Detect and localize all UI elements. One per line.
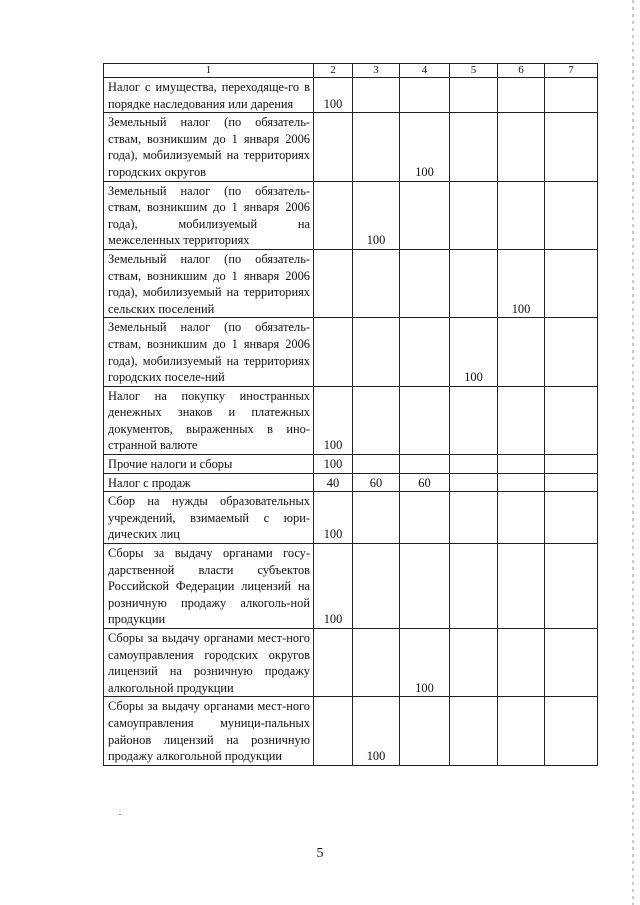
- value-cell: [353, 455, 400, 474]
- value-cell: [450, 78, 498, 113]
- value-cell: [498, 318, 545, 386]
- value-cell: [400, 697, 450, 765]
- row-name-cell: Налог с имущества, переходяще-го в порядке наследования или дарения: [104, 78, 314, 113]
- table-row: [104, 455, 598, 474]
- value-cell: [353, 78, 400, 113]
- column-header: 3: [353, 64, 400, 78]
- value-cell: [353, 113, 400, 181]
- value-cell: [314, 697, 353, 765]
- value-cell: [314, 629, 353, 697]
- row-name-cell: Сборы за выдачу органами госу-дарственной власти субъектов Российской Федерации лицензий на розничную продажу алкоголь-ной продукции: [104, 544, 314, 629]
- row-name-cell: Сборы за выдачу органами мест-ного самоуправления городских округов лицензий на розничную продажу алкогольной продукции: [104, 629, 314, 697]
- value-cell: 60: [353, 473, 400, 492]
- value-cell: [498, 386, 545, 454]
- value-cell: [498, 492, 545, 544]
- value-cell: [450, 181, 498, 249]
- value-cell: 100: [314, 455, 353, 474]
- value-cell: [400, 492, 450, 544]
- value-cell: [400, 386, 450, 454]
- value-cell: [498, 629, 545, 697]
- value-cell: [545, 181, 598, 249]
- table-row: [104, 492, 598, 544]
- value-cell: [353, 629, 400, 697]
- column-header: 4: [400, 64, 450, 78]
- row-name-cell: Земельный налог (по обязатель-ствам, возникшим до 1 января 2006 года), мобилизуемый на территориях городских поселе-ний: [104, 318, 314, 386]
- value-cell: [498, 181, 545, 249]
- value-cell: [353, 544, 400, 629]
- table-row: [104, 249, 598, 317]
- value-cell: 100: [353, 697, 400, 765]
- value-cell: [545, 386, 598, 454]
- value-cell: [498, 544, 545, 629]
- value-cell: [498, 473, 545, 492]
- row-name-cell: Сборы за выдачу органами мест-ного самоуправления муници-пальных районов лицензий на розничную продажу алкогольной продукции: [104, 697, 314, 765]
- column-header: 5: [450, 64, 498, 78]
- value-cell: 100: [400, 629, 450, 697]
- row-name-cell: Налог на покупку иностранных денежных знаков и платежных документов, выраженных в ино-странной валюте: [104, 386, 314, 454]
- value-cell: [545, 249, 598, 317]
- row-name-cell: Сбор на нужды образовательных учреждений, взимаемый с юри-дических лиц: [104, 492, 314, 544]
- value-cell: [353, 492, 400, 544]
- table-row: [104, 386, 598, 454]
- value-cell: [314, 249, 353, 317]
- table-row: [104, 544, 598, 629]
- value-cell: 100: [314, 544, 353, 629]
- value-cell: [450, 629, 498, 697]
- row-name-cell: Земельный налог (по обязатель-ствам, возникшим до 1 января 2006 года), мобилизуемый на территориях сельских поселений: [104, 249, 314, 317]
- value-cell: [400, 544, 450, 629]
- value-cell: 100: [314, 78, 353, 113]
- table-row: [104, 113, 598, 181]
- table-row: [104, 78, 598, 113]
- value-cell: [545, 492, 598, 544]
- value-cell: [545, 113, 598, 181]
- table-row: [104, 473, 598, 492]
- value-cell: [400, 249, 450, 317]
- value-cell: [450, 249, 498, 317]
- value-cell: [545, 473, 598, 492]
- value-cell: 100: [450, 318, 498, 386]
- row-name-cell: Земельный налог (по обязатель-ствам, возникшим до 1 января 2006 года), мобилизуемый на территориях городских округов: [104, 113, 314, 181]
- value-cell: [450, 544, 498, 629]
- column-header: 1: [104, 64, 314, 78]
- value-cell: 100: [400, 113, 450, 181]
- column-header: 2: [314, 64, 353, 78]
- value-cell: [498, 455, 545, 474]
- value-cell: [450, 455, 498, 474]
- scan-speck: [119, 814, 121, 815]
- value-cell: [498, 697, 545, 765]
- table-row: [104, 697, 598, 765]
- value-cell: [314, 113, 353, 181]
- tax-distribution-table: [103, 63, 598, 766]
- value-cell: [498, 78, 545, 113]
- page-number: 5: [316, 846, 324, 861]
- row-name-cell: Налог с продаж: [104, 473, 314, 492]
- value-cell: 100: [353, 181, 400, 249]
- value-cell: [400, 318, 450, 386]
- value-cell: [450, 473, 498, 492]
- value-cell: [400, 181, 450, 249]
- value-cell: [450, 492, 498, 544]
- value-cell: [400, 78, 450, 113]
- value-cell: [353, 318, 400, 386]
- value-cell: [545, 544, 598, 629]
- table-body: [104, 78, 598, 766]
- value-cell: 60: [400, 473, 450, 492]
- value-cell: [545, 455, 598, 474]
- value-cell: [450, 113, 498, 181]
- value-cell: [314, 318, 353, 386]
- scan-edge-artifact: [632, 0, 634, 905]
- row-name-cell: Прочие налоги и сборы: [104, 455, 314, 474]
- value-cell: [450, 386, 498, 454]
- value-cell: [314, 181, 353, 249]
- value-cell: 40: [314, 473, 353, 492]
- value-cell: [353, 249, 400, 317]
- column-header: 7: [545, 64, 598, 78]
- table-row: [104, 181, 598, 249]
- value-cell: [400, 455, 450, 474]
- table-row: [104, 318, 598, 386]
- row-name-cell: Земельный налог (по обязатель-ствам, возникшим до 1 января 2006 года), мобилизуемый на межселенных территориях: [104, 181, 314, 249]
- header-row: [104, 64, 598, 78]
- value-cell: [450, 697, 498, 765]
- value-cell: 100: [314, 386, 353, 454]
- value-cell: [353, 386, 400, 454]
- value-cell: [498, 113, 545, 181]
- value-cell: [545, 318, 598, 386]
- table-row: [104, 629, 598, 697]
- value-cell: 100: [314, 492, 353, 544]
- column-header: 6: [498, 64, 545, 78]
- value-cell: 100: [498, 249, 545, 317]
- value-cell: [545, 697, 598, 765]
- value-cell: [545, 78, 598, 113]
- value-cell: [545, 629, 598, 697]
